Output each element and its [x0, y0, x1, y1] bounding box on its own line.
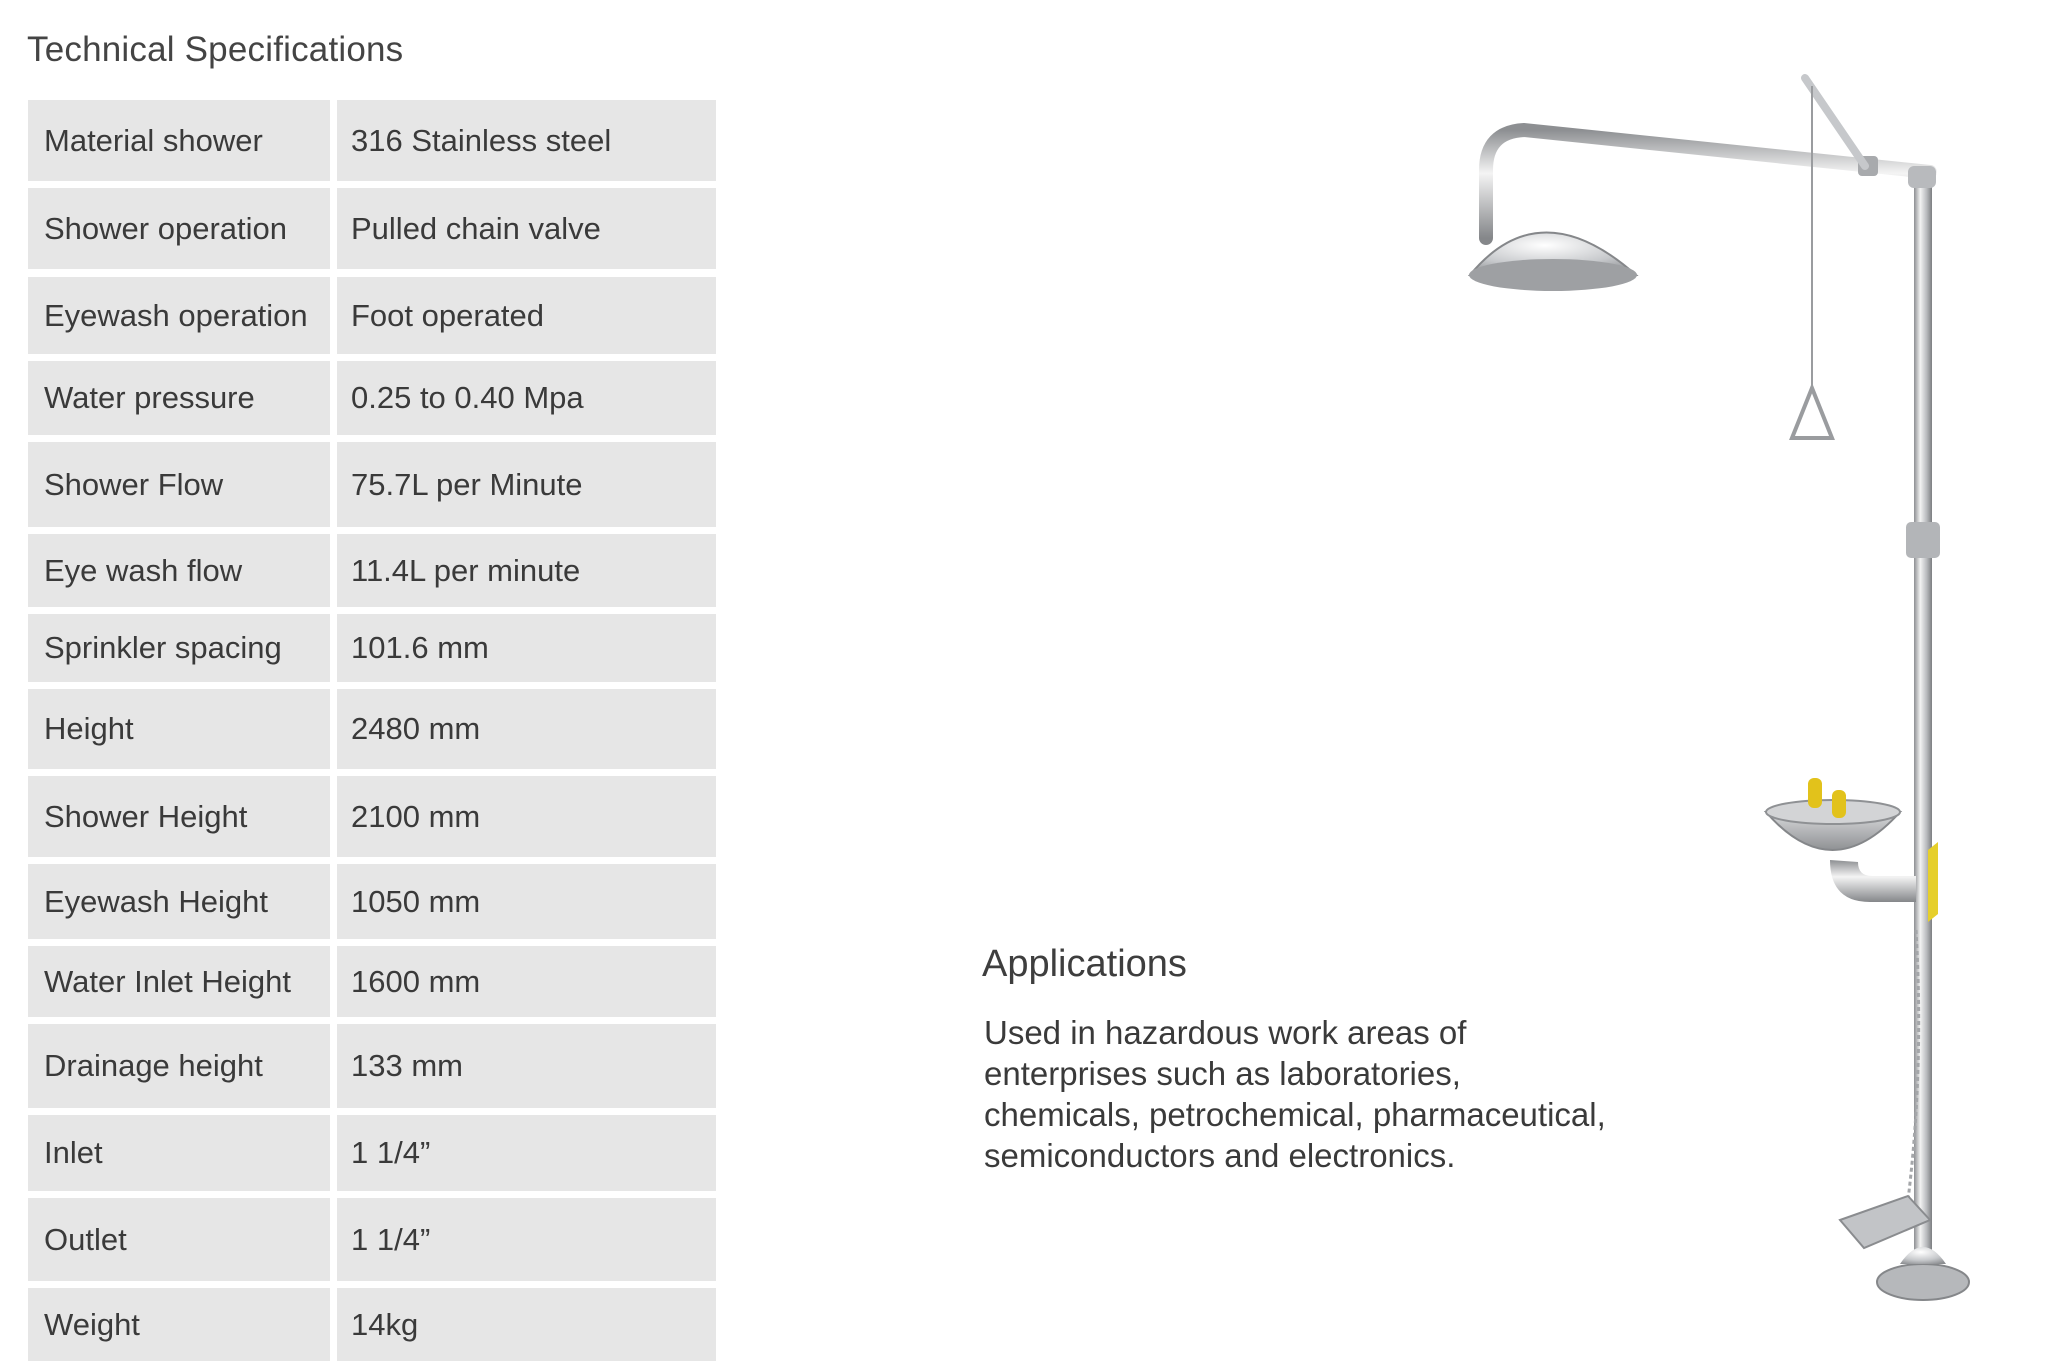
spec-row — [28, 100, 716, 181]
spec-row — [28, 361, 716, 435]
pipe-elbow — [1908, 166, 1936, 188]
spec-value: 133 mm — [337, 1024, 716, 1108]
base-flange — [1900, 1247, 1946, 1264]
safety-shower-image — [1460, 70, 1980, 1320]
spec-value: 0.25 to 0.40 Mpa — [337, 361, 716, 435]
spec-row — [28, 689, 716, 769]
spec-row — [28, 277, 716, 354]
spec-value: 1600 mm — [337, 946, 716, 1017]
spec-value: Foot operated — [337, 277, 716, 354]
spec-label: Outlet — [28, 1198, 330, 1281]
spec-value: 1050 mm — [337, 864, 716, 939]
spec-label: Shower Height — [28, 776, 330, 857]
applications-text: Used in hazardous work areas of enterprises such as laboratories, chemicals, petrochemical, pharmaceutical, semiconductors and electronics. — [984, 1014, 1606, 1174]
spec-value: 11.4L per minute — [337, 534, 716, 607]
spec-row — [28, 864, 716, 939]
eyewash-nozzle-left — [1808, 778, 1822, 808]
spec-value: 1 1/4” — [337, 1115, 716, 1191]
spec-value: 1 1/4” — [337, 1198, 716, 1281]
spec-label: Eyewash operation — [28, 277, 330, 354]
spec-row — [28, 1198, 716, 1281]
spec-row — [28, 1115, 716, 1191]
spec-value: 2100 mm — [337, 776, 716, 857]
spec-row — [28, 442, 716, 527]
spec-row — [28, 946, 716, 1017]
spec-label: Eyewash Height — [28, 864, 330, 939]
spec-value: 316 Stainless steel — [337, 100, 716, 181]
spec-label: Shower Flow — [28, 442, 330, 527]
spec-label: Height — [28, 689, 330, 769]
spec-label: Drainage height — [28, 1024, 330, 1108]
spec-row — [28, 188, 716, 269]
pull-handle — [1792, 388, 1832, 438]
spec-label: Sprinkler spacing — [28, 614, 330, 682]
spec-row — [28, 776, 716, 857]
spec-value: 101.6 mm — [337, 614, 716, 682]
spec-row — [28, 534, 716, 607]
spec-value: Pulled chain valve — [337, 188, 716, 269]
spec-row — [28, 1288, 716, 1361]
shower-arm — [1486, 130, 1930, 238]
spec-label: Weight — [28, 1288, 330, 1361]
pipe-coupling — [1906, 522, 1940, 558]
eyewash-nozzle-right — [1832, 790, 1846, 818]
spec-label: Water pressure — [28, 361, 330, 435]
eyewash-pipe — [1830, 860, 1916, 902]
spec-value: 75.7L per Minute — [337, 442, 716, 527]
specs-title: Technical Specifications — [27, 30, 404, 69]
shower-head-rim — [1469, 259, 1637, 291]
spec-row — [28, 614, 716, 682]
spec-label: Water Inlet Height — [28, 946, 330, 1017]
spec-label: Material shower — [28, 100, 330, 181]
spec-row — [28, 1024, 716, 1108]
valve-lever — [1805, 78, 1865, 166]
spec-label: Inlet — [28, 1115, 330, 1191]
spec-value: 14kg — [337, 1288, 716, 1361]
spec-label: Eye wash flow — [28, 534, 330, 607]
applications-heading: Applications — [982, 943, 1187, 985]
spec-value: 2480 mm — [337, 689, 716, 769]
warning-sign — [1928, 842, 1938, 922]
spec-label: Shower operation — [28, 188, 330, 269]
base-plate — [1877, 1264, 1969, 1300]
